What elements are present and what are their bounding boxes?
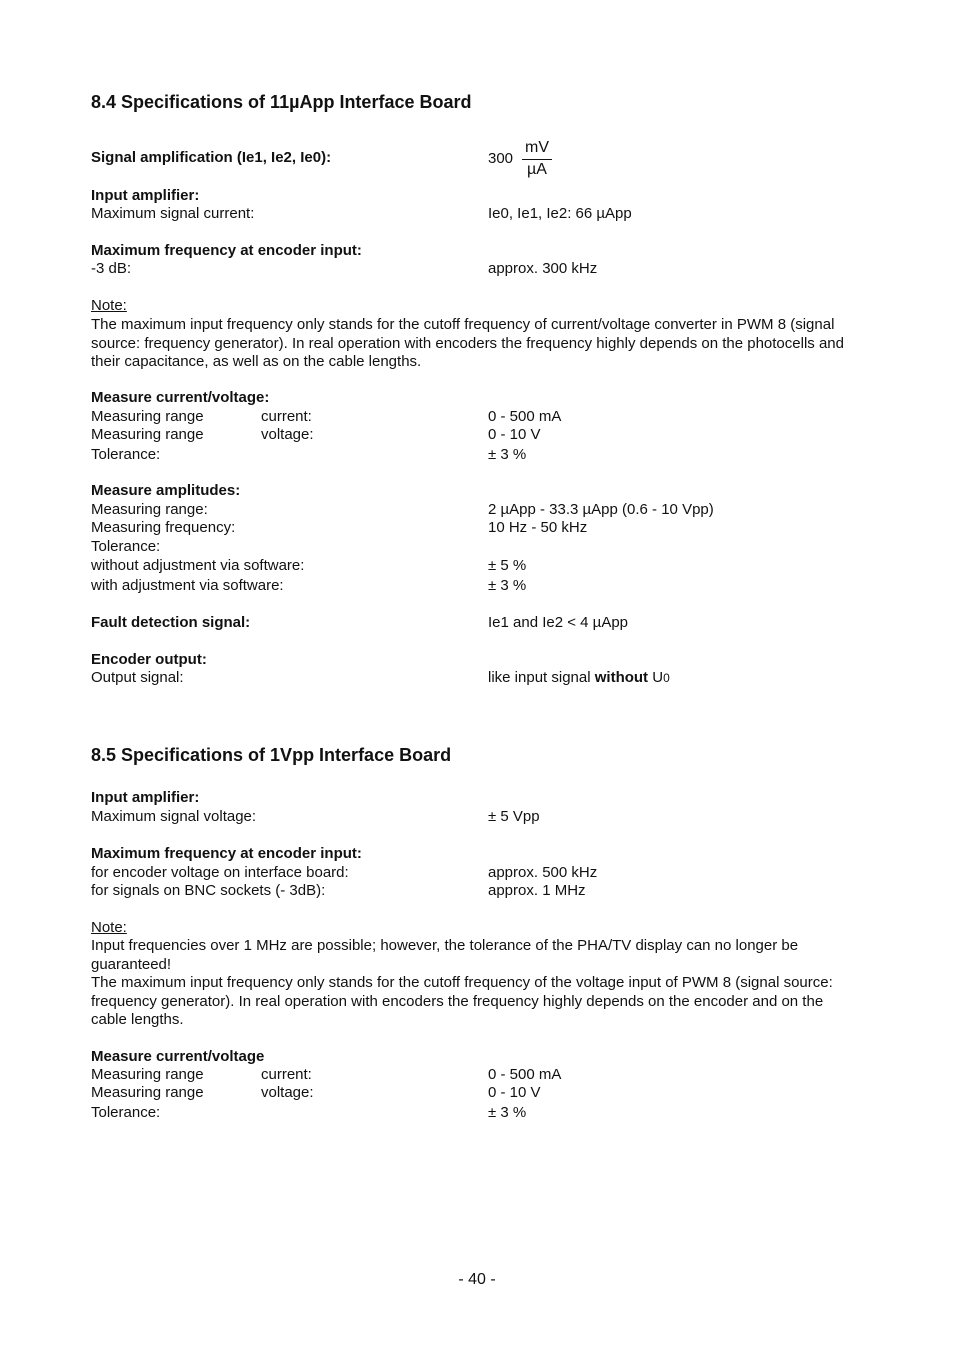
output-signal-subscript: 0 xyxy=(663,671,670,685)
with-adjustment-value: ± 3 % xyxy=(488,577,527,594)
note-label: Note: xyxy=(91,919,127,936)
signal-amplification-unit xyxy=(522,139,552,180)
max-frequency-label: Maximum frequency at encoder input: xyxy=(91,242,362,259)
current-label: current: xyxy=(261,1066,312,1083)
section-8-5-heading: 8.5 Specifications of 1Vpp Interface Board xyxy=(91,745,452,765)
output-signal-u: U xyxy=(648,669,664,686)
measuring-range-label: Measuring range xyxy=(91,408,204,425)
measuring-range-label: Measuring range: xyxy=(91,501,208,518)
tolerance-label: Tolerance: xyxy=(91,1104,161,1121)
fault-detection-value: Ie1 and Ie2 < 4 µApp xyxy=(488,614,629,631)
signal-amplification-label: Signal amplification (Ie1, Ie2, Ie0): xyxy=(91,149,332,166)
page-number: - 40 - xyxy=(458,1271,496,1288)
encoder-voltage-value: approx. 500 kHz xyxy=(488,864,598,881)
voltage-label: voltage: xyxy=(261,426,314,443)
measure-amplitudes-label: Measure amplitudes: xyxy=(91,482,241,499)
voltage-value: 0 - 10 V xyxy=(488,1084,541,1101)
tolerance-label: Tolerance: xyxy=(91,538,161,555)
input-amplifier-label: Input amplifier: xyxy=(91,789,200,806)
output-signal-text: like input signal xyxy=(488,669,595,686)
output-signal-emphasis: without xyxy=(594,669,649,686)
measuring-frequency-label: Measuring frequency: xyxy=(91,519,236,536)
max-frequency-label: Maximum frequency at encoder input: xyxy=(91,845,362,862)
encoder-output-label: Encoder output: xyxy=(91,651,207,668)
max-signal-voltage-label: Maximum signal voltage: xyxy=(91,808,257,825)
unit-denominator: µA xyxy=(527,161,547,178)
without-adjustment-value: ± 5 % xyxy=(488,557,527,574)
bnc-signals-label: for signals on BNC sockets (- 3dB): xyxy=(91,882,326,899)
measuring-range-value: 2 µApp - 33.3 µApp (0.6 - 10 Vpp) xyxy=(488,501,714,518)
minus-3db-value: approx. 300 kHz xyxy=(488,260,598,277)
note-text-1: Input frequencies over 1 MHz are possible; however, the tolerance of the PHA/TV display can no longer be guaranteed! xyxy=(91,937,799,973)
measure-current-voltage-label: Measure current/voltage xyxy=(91,1048,265,1065)
output-signal-label: Output signal: xyxy=(91,669,184,686)
measuring-frequency-value: 10 Hz - 50 kHz xyxy=(488,519,588,536)
input-amplifier-label: Input amplifier: xyxy=(91,187,200,204)
measuring-range-label: Measuring range xyxy=(91,426,204,443)
encoder-voltage-label: for encoder voltage on interface board: xyxy=(91,864,349,881)
output-signal-value xyxy=(488,669,670,688)
measuring-range-label: Measuring range xyxy=(91,1066,204,1083)
max-signal-voltage-value: ± 5 Vpp xyxy=(488,808,540,825)
tolerance-value: ± 3 % xyxy=(488,1104,527,1121)
tolerance-value: ± 3 % xyxy=(488,446,527,463)
tolerance-label: Tolerance: xyxy=(91,446,161,463)
max-signal-current-label: Maximum signal current: xyxy=(91,205,255,222)
measure-current-voltage-label: Measure current/voltage: xyxy=(91,389,270,406)
max-signal-current-value: Ie0, Ie1, Ie2: 66 µApp xyxy=(488,205,632,222)
signal-amplification-value: 300 xyxy=(488,150,514,167)
unit-numerator: mV xyxy=(522,139,552,160)
current-value: 0 - 500 mA xyxy=(488,1066,562,1083)
with-adjustment-label: with adjustment via software: xyxy=(91,577,284,594)
bnc-signals-value: approx. 1 MHz xyxy=(488,882,586,899)
voltage-label: voltage: xyxy=(261,1084,314,1101)
note-text: The maximum input frequency only stands for the cutoff frequency of current/voltage converter in PWM 8 (signal source: frequency generator). In real operation with encoders the frequency highly depends on the photocells and their capacitance, as well as on the cable lengths. xyxy=(91,316,844,370)
note-label: Note: xyxy=(91,297,127,314)
fault-detection-label: Fault detection signal: xyxy=(91,614,251,631)
without-adjustment-label: without adjustment via software: xyxy=(91,557,305,574)
current-label: current: xyxy=(261,408,312,425)
voltage-value: 0 - 10 V xyxy=(488,426,541,443)
section-8-4-heading: 8.4 Specifications of 11µApp Interface Board xyxy=(91,92,472,112)
minus-3db-label: -3 dB: xyxy=(91,260,132,277)
measuring-range-label: Measuring range xyxy=(91,1084,204,1101)
note-text-2: The maximum input frequency only stands for the cutoff frequency of the voltage input of PWM 8 (signal source: frequency generator). In real operation with encoders the frequency highly depends on the encoder and on the cable lengths. xyxy=(91,974,833,1028)
current-value: 0 - 500 mA xyxy=(488,408,562,425)
